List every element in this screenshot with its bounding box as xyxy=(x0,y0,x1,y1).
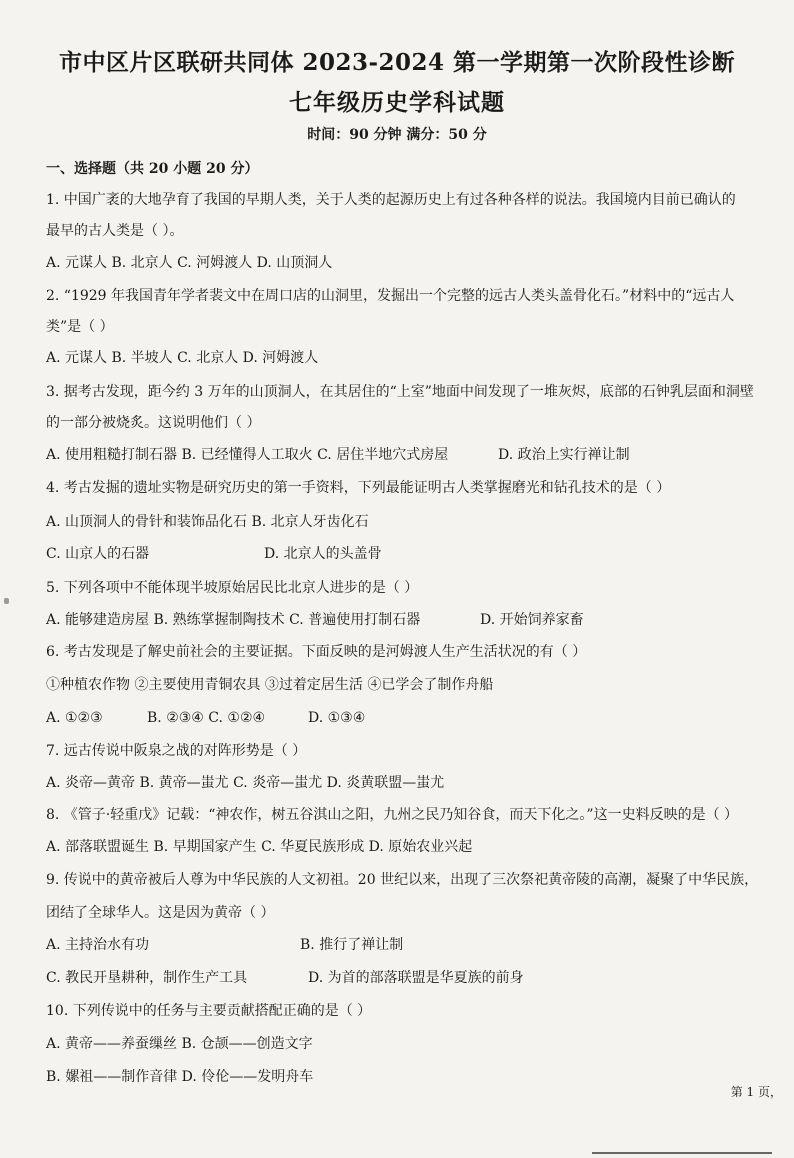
question-6-option-a: A. ①②③ xyxy=(46,710,103,726)
question-8-stem: 8. 《管子·轻重戊》记载：“神农作，树五谷淇山之阳，九州之民乃知谷食，而天下化之。”这一史料反映的是（ ） xyxy=(46,807,739,823)
question-9-option-a: A. 主持治水有功 xyxy=(46,937,150,953)
question-7-options: A. 炎帝—黄帝 B. 黄帝—蚩尤 C. 炎帝—蚩尤 D. 炎黄联盟—蚩尤 xyxy=(46,775,445,791)
question-3-option-d: D. 政治上实行禅让制 xyxy=(498,447,630,463)
question-9-option-d: D. 为首的部落联盟是华夏族的前身 xyxy=(308,970,524,986)
question-4-option-d: D. 北京人的头盖骨 xyxy=(264,546,382,562)
page-number: 第 1 页， xyxy=(730,1085,782,1099)
question-10-options-cd: B. 嫘祖——制作音律 D. 伶伦——发明舟车 xyxy=(46,1069,314,1085)
question-9-stem-line-1: 9. 传说中的黄帝被后人尊为中华民族的人文初祖。20 世纪以来，出现了三次祭祀黄帝陵的高潮，凝聚了中华民族， xyxy=(46,872,759,888)
question-5-option-d: D. 开始饲养家畜 xyxy=(480,612,584,628)
question-3-stem-line-2: 的一部分被烧炙。这说明他们（ ） xyxy=(46,415,261,431)
question-3-stem-line-1: 3. 据考古发现，距今约 3 万年的山顶洞人，在其居住的“上室”地面中间发现了一堆灰烬，底部的石钟乳层面和洞壁 xyxy=(46,384,754,400)
question-1-stem-line-2: 最早的古人类是（ ）。 xyxy=(46,223,184,239)
question-1-options: A. 元谋人 B. 北京人 C. 河姆渡人 D. 山顶洞人 xyxy=(46,255,333,271)
question-10-options-ab: A. 黄帝——养蚕缫丝 B. 仓颉——创造文字 xyxy=(46,1036,313,1052)
section-heading: 一、选择题（共 20 小题 20 分） xyxy=(46,161,259,177)
question-2-stem-line-1: 2. “1929 年我国青年学者裴文中在周口店的山洞里，发掘出一个完整的远古人类头盖骨化石。”材料中的“远古人 xyxy=(46,288,735,304)
question-10-stem: 10. 下列传说中的任务与主要贡献搭配正确的是（ ） xyxy=(46,1003,372,1019)
question-8-options: A. 部落联盟诞生 B. 早期国家产生 C. 华夏民族形成 D. 原始农业兴起 xyxy=(46,839,473,855)
question-9-stem-line-2: 团结了全球华人。这是因为黄帝（ ） xyxy=(46,905,275,921)
question-7-stem: 7. 远古传说中阪泉之战的对阵形势是（ ） xyxy=(46,743,307,759)
question-6-options-bc: B. ②③④ C. ①②④ xyxy=(147,710,266,726)
question-6-stem: 6. 考古发现是了解史前社会的主要证据。下面反映的是河姆渡人生产生活状况的有（ ） xyxy=(46,644,587,660)
scan-mark xyxy=(4,598,9,604)
exam-title: 市中区片区联研共同体 2023-2024 第一学期第一次阶段性诊断 xyxy=(58,49,736,76)
question-2-options: A. 元谋人 B. 半坡人 C. 北京人 D. 河姆渡人 xyxy=(46,350,319,366)
question-2-stem-line-2: 类”是（ ） xyxy=(46,319,114,335)
question-6-items: ①种植农作物 ②主要使用青铜农具 ③过着定居生活 ④已学会了制作舟船 xyxy=(46,677,494,693)
question-4-stem: 4. 考古发掘的遗址实物是研究历史的第一手资料，下列最能证明古人类掌握磨光和钻孔技术的是（ ） xyxy=(46,480,671,496)
question-9-option-b: B. 推行了禅让制 xyxy=(300,937,404,953)
question-4-options-ab: A. 山顶洞人的骨针和装饰品化石 B. 北京人牙齿化石 xyxy=(46,514,369,530)
exam-subtitle-subject: 七年级历史学科试题 xyxy=(289,89,505,116)
question-1-stem-line-1: 1. 中国广袤的大地孕育了我国的早期人类，关于人类的起源历史上有过各种各样的说法。我国境内目前已确认的 xyxy=(46,192,736,208)
exam-time-score: 时间：90 分钟 满分：50 分 xyxy=(307,127,487,143)
question-9-option-c: C. 教民开垦耕种，制作生产工具 xyxy=(46,970,248,986)
question-4-option-c: C. 山京人的石器 xyxy=(46,546,150,562)
question-3-options-abc: A. 使用粗糙打制石器 B. 已经懂得人工取火 C. 居住半地穴式房屋 xyxy=(46,447,449,463)
question-5-stem: 5. 下列各项中不能体现半坡原始居民比北京人进步的是（ ） xyxy=(46,580,419,596)
scan-edge-line xyxy=(592,1152,772,1154)
question-5-options-abc: A. 能够建造房屋 B. 熟练掌握制陶技术 C. 普遍使用打制石器 xyxy=(46,612,421,628)
question-6-option-d: D. ①③④ xyxy=(308,710,366,726)
